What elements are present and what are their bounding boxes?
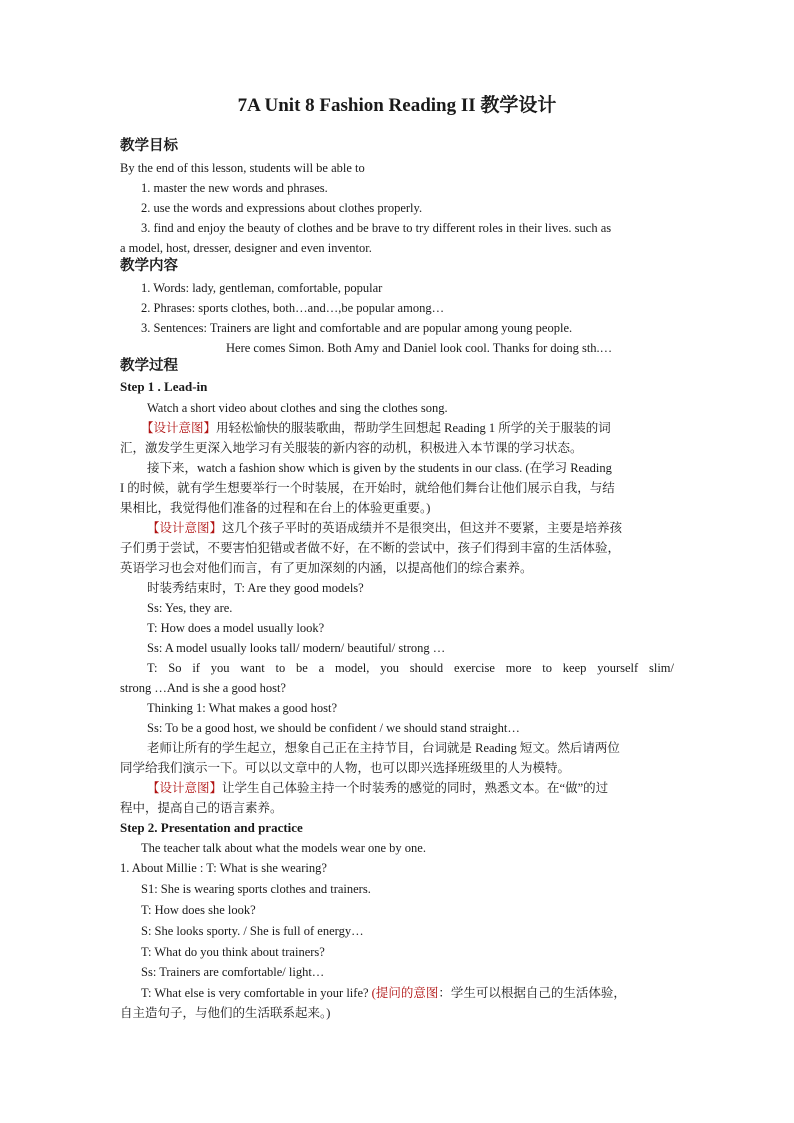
goals-intro: By the end of this lesson, students will be able to (120, 161, 365, 175)
content-sentences: 3. Sentences: Trainers are light and comfortable and are popular among young people. (141, 321, 573, 335)
design-intent-note (147, 780, 608, 796)
dialogue-line: 时装秀结束时，T: Are they good models? (147, 581, 364, 595)
dialogue-line: S: She looks sporty. / She is full of energy… (141, 924, 364, 938)
step1-heading: Step 1 . Lead-in (120, 379, 208, 394)
content-sentences-continued: Here comes Simon. Both Amy and Daniel look cool. Thanks for doing sth.… (226, 341, 613, 355)
section-heading-content: 教学内容 (120, 258, 178, 274)
document-title: 7A Unit 8 Fashion Reading II 教学设计 (237, 95, 557, 116)
design-intent-tag: 【设计意图】 (141, 421, 217, 435)
step1-paragraph: 接下来，watch a fashion show which is given by the students in our class. (在学习 Reading (147, 461, 612, 475)
design-intent-tag: 【设计意图】 (147, 521, 223, 535)
dialogue-line-continued: strong …And is she a good host? (120, 681, 286, 695)
goal-item: 3. find and enjoy the beauty of clothes and be brave to try different roles in their lives. such as (141, 221, 612, 235)
question-intent-continued: 自主造句子，与他们的生活联系起来。) (120, 1006, 331, 1020)
content-words: 1. Words: lady, gentleman, comfortable, popular (141, 281, 383, 295)
step1-paragraph-continued: 果相比，我觉得他们准备的过程和在台上的体验更重要。) (120, 501, 431, 515)
step2-heading: Step 2. Presentation and practice (120, 820, 303, 835)
step2-paragraph: The teacher talk about what the models wear one by one. (141, 841, 426, 855)
section-heading-goals: 教学目标 (120, 138, 178, 154)
dialogue-line: Ss: Yes, they are. (147, 601, 233, 615)
question-intent-tag: (提问的意图 (371, 986, 439, 1000)
design-intent-continued: 英语学习也会对他们而言，有了更加深刻的内涵，以提高他们的综合素养。 (120, 561, 533, 575)
design-intent-note (141, 420, 611, 436)
model-item-millie: 1. About Millie : T: What is she wearing? (120, 861, 327, 875)
design-intent-continued: 程中，提高自己的语言素养。 (120, 801, 283, 815)
question-intent-text: ：学生可以根据自己的生活体验， (438, 986, 626, 1000)
dialogue-line: T: How does she look? (141, 903, 256, 917)
dialogue-line: T: So if you want to be a model, you should exercise more to keep yourself slim/ (147, 661, 674, 675)
step1-paragraph-continued: I 的时候，就有学生想要举行一个时装展，在开始时，就给他们舞台让他们展示自我，与结 (120, 481, 615, 495)
design-intent-continued: 汇，激发学生更深入地学习有关服装的新内容的动机，积极进入本节课的学习状态。 (120, 441, 583, 455)
section-heading-process: 教学过程 (120, 358, 178, 374)
dialogue-line: Ss: A model usually looks tall/ modern/ beautiful/ strong … (147, 641, 446, 655)
dialogue-line: Ss: Trainers are comfortable/ light… (141, 965, 325, 979)
dialogue-line: Ss: To be a good host, we should be confident / we should stand straight… (147, 721, 520, 735)
goal-item: 1. master the new words and phrases. (141, 181, 328, 195)
dialogue-question: T: What else is very comfortable in your life? (141, 986, 372, 1000)
thinking-question: Thinking 1: What makes a good host? (147, 701, 338, 715)
design-intent-continued: 子们勇于尝试，不要害怕犯错或者做不好，在不断的尝试中，孩子们得到丰富的生活体验， (120, 541, 621, 555)
design-intent-text: 让学生自己体验主持一个时装秀的感觉的同时，熟悉文本。在“做”的过 (222, 781, 609, 795)
dialogue-line: T: How does a model usually look? (147, 621, 325, 635)
design-intent-tag: 【设计意图】 (147, 781, 223, 795)
design-intent-note (147, 520, 622, 536)
step1-paragraph: 老师让所有的学生起立，想象自己正在主持节目，台词就是 Reading 短文。然后请两位 (147, 741, 620, 755)
dialogue-line: T: What do you think about trainers? (141, 945, 325, 959)
goal-item-continued: a model, host, dresser, designer and even inventor. (120, 241, 372, 255)
step1-paragraph: Watch a short video about clothes and sing the clothes song. (147, 401, 448, 415)
dialogue-line: S1: She is wearing sports clothes and trainers. (141, 882, 371, 896)
dialogue-line-with-intent (141, 985, 626, 1001)
design-intent-text: 这几个孩子平时的英语成绩并不是很突出，但这并不要紧，主要是培养孩 (222, 521, 623, 535)
step1-paragraph-continued: 同学给我们演示一下。可以以文章中的人物，也可以即兴选择班级里的人为模特。 (120, 761, 571, 775)
content-phrases: 2. Phrases: sports clothes, both…and…,be popular among… (141, 301, 445, 315)
design-intent-text: 用轻松愉快的服装歌曲，帮助学生回想起 Reading 1 所学的关于服装的词 (216, 421, 611, 435)
goal-item: 2. use the words and expressions about clothes properly. (141, 201, 423, 215)
